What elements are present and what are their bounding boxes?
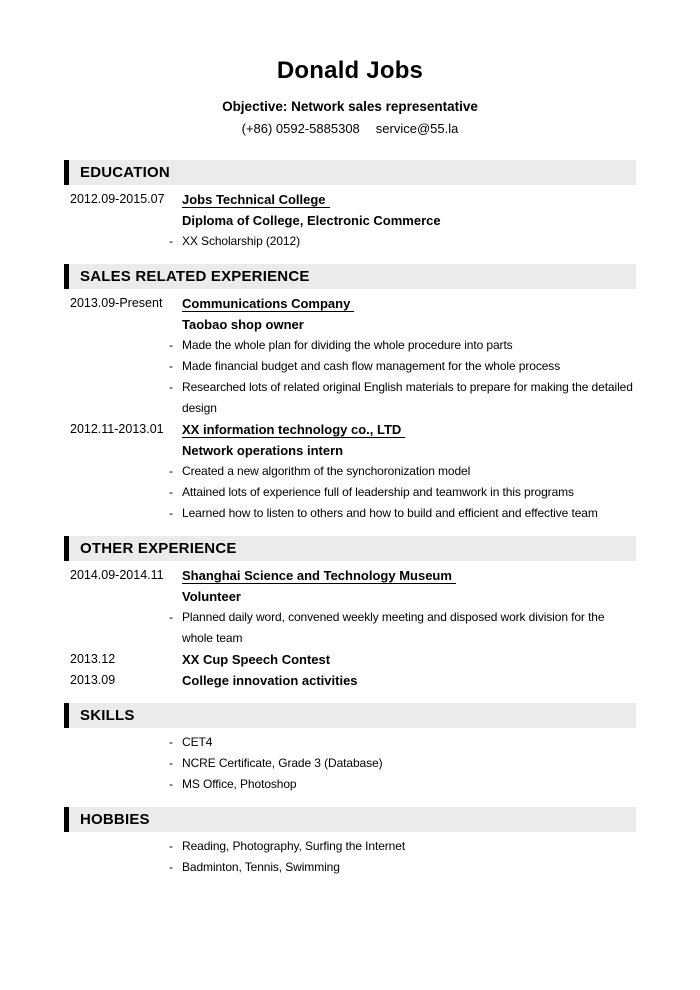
entry-role: Taobao shop owner	[182, 317, 304, 332]
entry-body	[182, 565, 636, 649]
resume-header	[0, 0, 700, 138]
section-sales-experience	[64, 264, 636, 524]
bullet-item: - Researched lots of related original English materials to prepare for making the detailed design	[182, 377, 636, 419]
entry-date: 2013.12	[70, 652, 116, 666]
bullet-item: - Badminton, Tennis, Swimming	[182, 857, 636, 878]
entry-organization: Communications Company	[182, 296, 354, 312]
entry	[64, 670, 636, 691]
entry-body	[182, 649, 636, 670]
bullet-item: - Created a new algorithm of the synchoronization model	[182, 461, 636, 482]
entry-title: College innovation activities	[182, 673, 358, 688]
bullet-item: - Learned how to listen to others and how to build and efficient and effective team	[182, 503, 636, 524]
entry-body	[182, 670, 636, 691]
entry-role: Network operations intern	[182, 443, 344, 458]
entry	[64, 293, 636, 419]
entry-date: 2013.09-Present	[70, 296, 163, 310]
entry-date-spacer	[64, 836, 182, 878]
bullet-item: - Reading, Photography, Surfing the Internet	[182, 836, 636, 857]
entry	[64, 649, 636, 670]
section-entries	[64, 561, 636, 691]
bullet-item: - XX Scholarship (2012)	[182, 231, 636, 252]
entry-body	[182, 189, 636, 252]
section-title: OTHER EXPERIENCE	[80, 540, 237, 557]
bullet-item: - NCRE Certificate, Grade 3 (Database)	[182, 753, 636, 774]
contact-line	[0, 120, 700, 138]
org-line	[182, 189, 636, 210]
entry-organization: XX information technology co., LTD	[182, 422, 405, 438]
section-title: HOBBIES	[80, 811, 150, 828]
entry	[64, 189, 636, 252]
entry	[64, 565, 636, 649]
entry-date: 2013.09	[70, 673, 116, 687]
section-title: SALES RELATED EXPERIENCE	[80, 268, 310, 285]
section-header	[64, 160, 636, 185]
entry	[64, 419, 636, 524]
bullet-item: - Made financial budget and cash flow management for the whole process	[182, 356, 636, 377]
entry-role: Diploma of College, Electronic Commerce	[182, 213, 441, 228]
org-line	[182, 565, 636, 586]
entry-body	[182, 732, 636, 795]
org-line	[182, 419, 636, 440]
section-hobbies	[64, 807, 636, 878]
bullet-item: - Made the whole plan for dividing the whole procedure into parts	[182, 335, 636, 356]
entry-date: 2014.09-2014.11	[70, 568, 164, 582]
entry-role: Volunteer	[182, 589, 241, 604]
candidate-name: Donald Jobs	[276, 57, 424, 84]
section-entries	[64, 832, 636, 878]
bullet-item: - CET4	[182, 732, 636, 753]
phone-number: (+86) 0592-5885308	[241, 121, 360, 136]
section-skills	[64, 703, 636, 795]
entry-title: XX Cup Speech Contest	[182, 652, 331, 667]
entry-date: 2012.09-2015.07	[70, 192, 165, 206]
section-header	[64, 807, 636, 832]
section-title: SKILLS	[80, 707, 135, 724]
entry-date-spacer	[64, 732, 182, 795]
objective-line: Objective: Network sales representative	[222, 99, 478, 114]
entry	[64, 836, 636, 878]
bullet-item: - Attained lots of experience full of leadership and teamwork in this programs	[182, 482, 636, 503]
entry-body	[182, 419, 636, 524]
entry-organization: Jobs Technical College	[182, 192, 330, 208]
section-other-experience	[64, 536, 636, 691]
section-header	[64, 536, 636, 561]
bullet-item: - Planned daily word, convened weekly meeting and disposed work division for the whole team	[182, 607, 636, 649]
section-entries	[64, 289, 636, 524]
section-entries	[64, 728, 636, 795]
bullet-item: - MS Office, Photoshop	[182, 774, 636, 795]
section-entries	[64, 185, 636, 252]
entry-organization: Shanghai Science and Technology Museum	[182, 568, 456, 584]
section-header	[64, 703, 636, 728]
entry	[64, 732, 636, 795]
entry-body	[182, 293, 636, 419]
section-title: EDUCATION	[80, 164, 170, 181]
section-education	[64, 160, 636, 252]
org-line	[182, 293, 636, 314]
entry-date: 2012.11-2013.01	[70, 422, 164, 436]
entry-body	[182, 836, 636, 878]
section-header	[64, 264, 636, 289]
email-address: service@55.la	[375, 121, 459, 136]
